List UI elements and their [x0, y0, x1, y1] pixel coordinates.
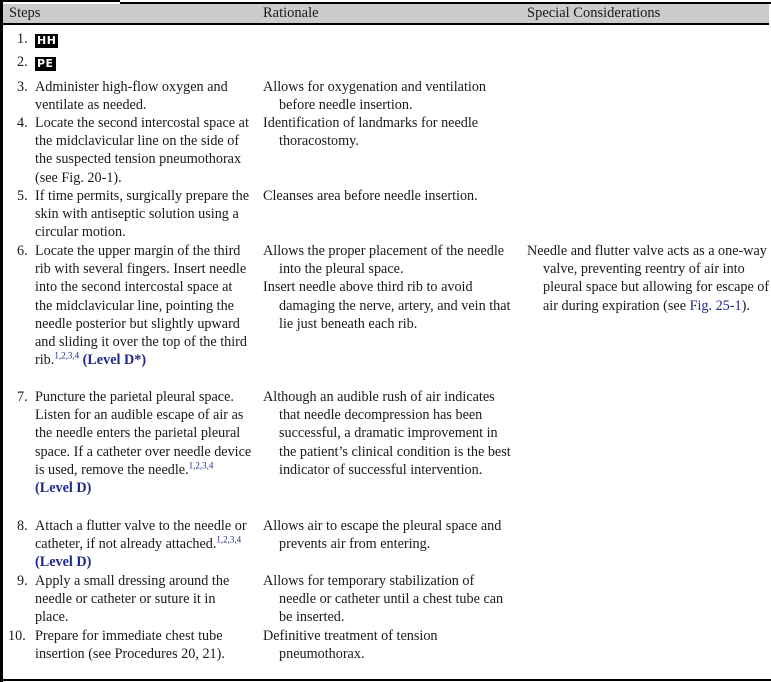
- table-header: [3, 4, 769, 25]
- rationale-3: Allows for oxygenation and ventilation before needle insertion.: [263, 79, 487, 114]
- table-row-step-9: 9. Apply a small dressing around the needle or catheter or suture it in place.: [17, 573, 230, 626]
- header-special-considerations: Special Considerations: [527, 5, 661, 21]
- rationale-9: Allows for temporary stabilization of needle or catheter until a chest tube can be inserted.: [263, 573, 504, 626]
- table-row-step-8: 8. Attach a flutter valve to the needle or catheter, if not already attached.$^{1,2,3,4}$ (Level D): [17, 518, 247, 571]
- evidence-level: (Level D): [35, 554, 92, 571]
- rationale-7: Although an audible rush of air indicates that needle decompression has been successful, a dramatic improvement in the patient’s clinical condition is the best indicator of successful intervention.: [263, 389, 511, 478]
- table-row-step-4: 4. Locate the second intercostal space at the midclavicular line on the side of the suspected tension pneumothorax (see Fig. 20-1).: [17, 115, 249, 186]
- evidence-level: (Level D*): [82, 352, 147, 369]
- reference-superscript[interactable]: 1,2,3,4: [54, 350, 80, 361]
- rationale-10: Definitive treatment of tension pneumothorax.: [263, 628, 438, 663]
- table-row-step-1: 1. HH: [17, 31, 57, 47]
- figure-link[interactable]: Fig. 25-1: [689, 297, 742, 314]
- table-row-step-3: 3. Administer high-flow oxygen and ventilate as needed.: [17, 79, 228, 114]
- header-rationale: Rationale: [263, 5, 319, 21]
- protective-equipment-icon: PE: [37, 57, 54, 70]
- rationale-4: Identification of landmarks for needle thoracostomy.: [263, 115, 479, 150]
- reference-superscript[interactable]: 1,2,3,4: [188, 460, 214, 471]
- rationale-5: Cleanses area before needle insertion.: [263, 188, 478, 204]
- rationale-6: Allows the proper placement of the needle into the pleural space. Insert needle above third rib to avoid damaging the nerve, artery, and vein that lie just beneath each rib.: [263, 243, 511, 332]
- hand-hygiene-icon: HH: [37, 34, 57, 47]
- evidence-level: (Level D): [35, 480, 92, 497]
- rationale-8: Allows air to escape the pleural space and prevents air from entering.: [263, 518, 502, 553]
- table-row-step-10: 10. Prepare for immediate chest tube insertion (see Procedures 20, 21).: [8, 628, 225, 663]
- table-row-step-5: 5. If time permits, surgically prepare the skin with antiseptic solution using a circular motion.: [17, 188, 250, 241]
- header-steps: Steps: [9, 5, 41, 21]
- table-row-step-7: 7. Puncture the parietal pleural space. Listen for an audible escape of air as the needle enters the parietal pleural space. If a catheter over needle device is used, remove the needle.$^{1,2,3,4}$ (Level D): [17, 389, 252, 497]
- special-consideration-6: Needle and flutter valve acts as a one-way valve, preventing reentry of air into pleural space but allowing for escape of air during expiration (see Fig. 25-1).: [527, 243, 770, 314]
- figure-link[interactable]: Fig. 20-1: [61, 169, 114, 186]
- table-row-step-2: 2. PE: [17, 54, 54, 70]
- reference-superscript[interactable]: 1,2,3,4: [216, 534, 242, 545]
- table-row-step-6: 6. Locate the upper margin of the third rib with several fingers. Insert needle into the second intercostal space at the midclavicular line, pointing the needle posterior but slightly upward and sliding it over the top of the third rib.$^{1,2,3,4}$ (Level D*): [17, 243, 247, 369]
- top-rule: [0, 0, 120, 2]
- bottom-rule: [3, 679, 771, 681]
